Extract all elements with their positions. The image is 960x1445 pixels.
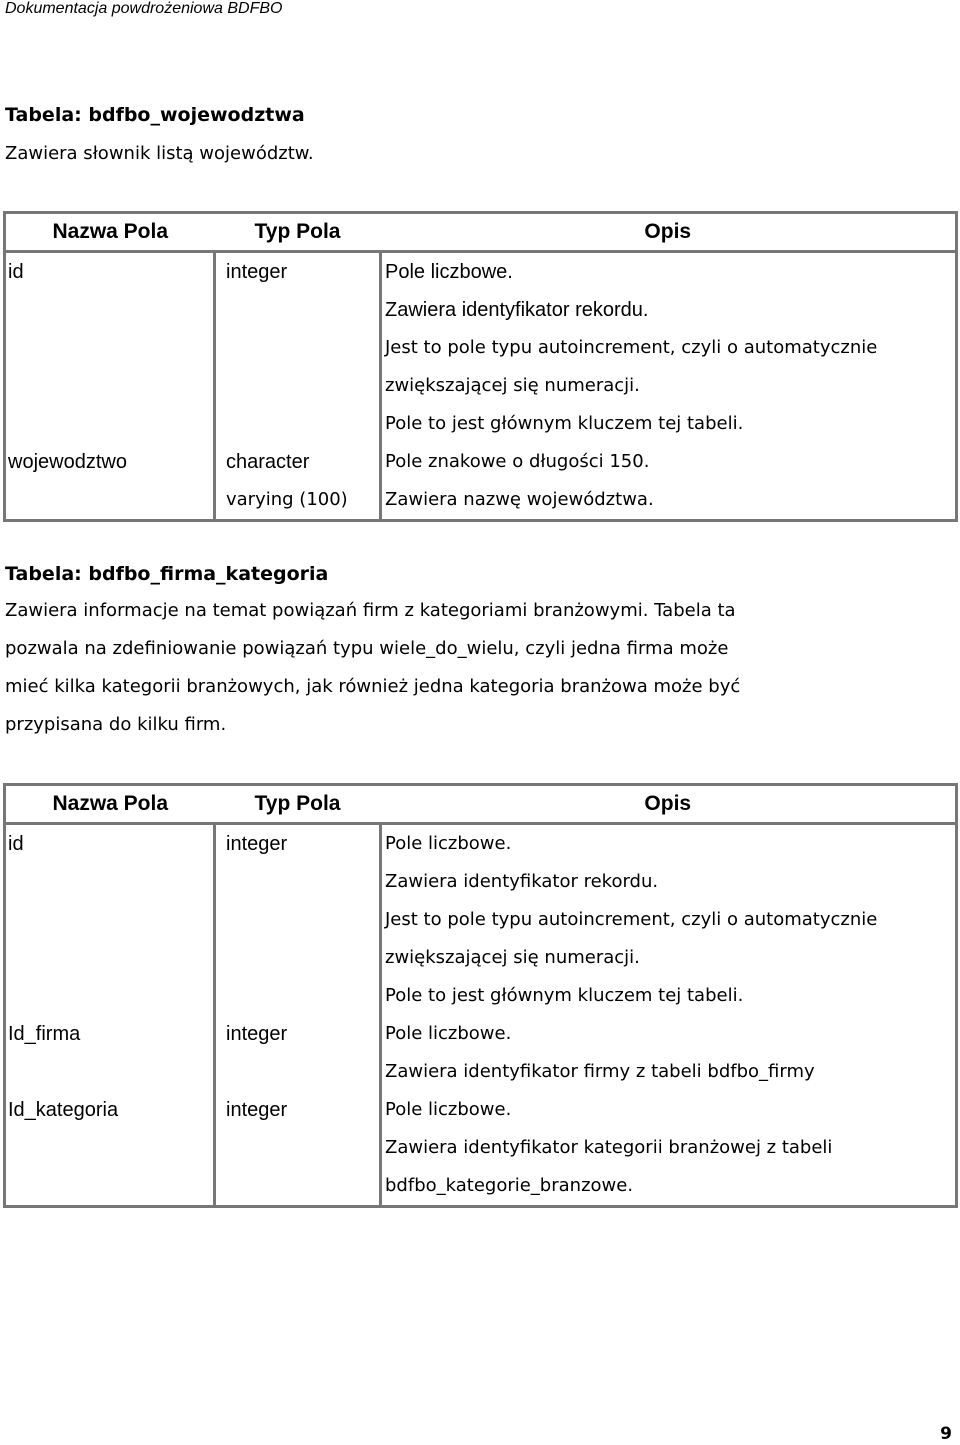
table-header-row: [5, 213, 957, 252]
description-line: Pole to jest głównym kluczem tej tabeli.: [385, 413, 744, 434]
table-row: [5, 252, 957, 444]
field-name: id: [8, 261, 24, 283]
field-type-line: integer: [226, 833, 288, 855]
column-header-name: Nazwa Pola: [5, 213, 215, 252]
field-type: [215, 824, 381, 1016]
field-type-line: varying (100): [226, 489, 348, 510]
field-description: [381, 824, 957, 1016]
description-line: Zawiera identyfikator kategorii branżowej z tabeli: [385, 1137, 833, 1158]
field-type: [215, 443, 381, 521]
description-line: Pole to jest głównym kluczem tej tabeli.: [385, 985, 744, 1006]
field-type-line: integer: [226, 261, 288, 283]
description-line: Jest to pole typu autoincrement, czyli o automatycznie: [385, 337, 878, 358]
page-number: 9: [940, 1424, 952, 1444]
description-line: Pole liczbowe.: [385, 1099, 512, 1120]
description-line: bdfbo_kategorie_branzowe.: [385, 1175, 634, 1196]
description-line: Jest to pole typu autoincrement, czyli o automatycznie: [385, 909, 878, 930]
column-header-type: Typ Pola: [215, 213, 381, 252]
field-type: [215, 252, 381, 444]
fields-table-wojewodztwa: [3, 211, 958, 522]
column-header-description: Opis: [381, 213, 957, 252]
field-type: [215, 1015, 381, 1091]
description-line: pozwala na zdefiniowanie powiązań typu wiele_do_wielu, czyli jedna firma może: [5, 638, 729, 659]
field-name: Id_firma: [8, 1023, 81, 1045]
section-description-firma-kategoria: [5, 592, 905, 744]
section-description-wojewodztwa: Zawiera słownik listą województw.: [5, 143, 314, 164]
description-line: Zawiera identyfikator rekordu.: [385, 299, 649, 321]
description-line: Zawiera identyfikator firmy z tabeli bdfbo_firmy: [385, 1061, 815, 1082]
description-line: Pole liczbowe.: [385, 1023, 512, 1044]
field-type-line: character: [226, 451, 310, 473]
field-description: [381, 252, 957, 444]
field-type: [215, 1091, 381, 1207]
field-description: [381, 443, 957, 521]
table-row: [5, 1091, 957, 1207]
column-header-name: Nazwa Pola: [5, 785, 215, 824]
field-description: [381, 1015, 957, 1091]
column-header-description: Opis: [381, 785, 957, 824]
table-header-row: [5, 785, 957, 824]
description-line: przypisana do kilku firm.: [5, 714, 227, 735]
field-name: id: [8, 833, 24, 855]
description-line: Pole liczbowe.: [385, 261, 513, 283]
description-line: Pole liczbowe.: [385, 833, 512, 854]
field-type-line: integer: [226, 1023, 288, 1045]
description-line: Pole znakowe o długości 150.: [385, 451, 650, 472]
running-header: Dokumentacja powdrożeniowa BDFBO: [5, 0, 283, 17]
description-line: Zawiera identyfikator rekordu.: [385, 871, 659, 892]
field-name: Id_kategoria: [5, 1091, 215, 1207]
description-line: zwiększającej się numeracji.: [385, 375, 640, 396]
fields-table-firma-kategoria: [3, 783, 958, 1208]
column-header-type: Typ Pola: [215, 785, 381, 824]
table-row: [5, 824, 957, 1016]
field-description: [381, 1091, 957, 1207]
table-row: [5, 443, 957, 521]
description-line: Zawiera nazwę województwa.: [385, 489, 654, 510]
description-line: zwiększającej się numeracji.: [385, 947, 640, 968]
section-title-wojewodztwa: Tabela: bdfbo_wojewodztwa: [5, 104, 305, 126]
section-title-firma-kategoria: Tabela: bdfbo_firma_kategoria: [5, 563, 329, 585]
table-row: [5, 1015, 957, 1091]
description-line: Zawiera informacje na temat powiązań firm z kategoriami branżowymi. Tabela ta: [5, 600, 736, 621]
field-type-line: integer: [226, 1099, 288, 1121]
description-line: mieć kilka kategorii branżowych, jak również jedna kategoria branżowa może być: [5, 676, 741, 697]
field-name: wojewodztwo: [5, 443, 215, 521]
